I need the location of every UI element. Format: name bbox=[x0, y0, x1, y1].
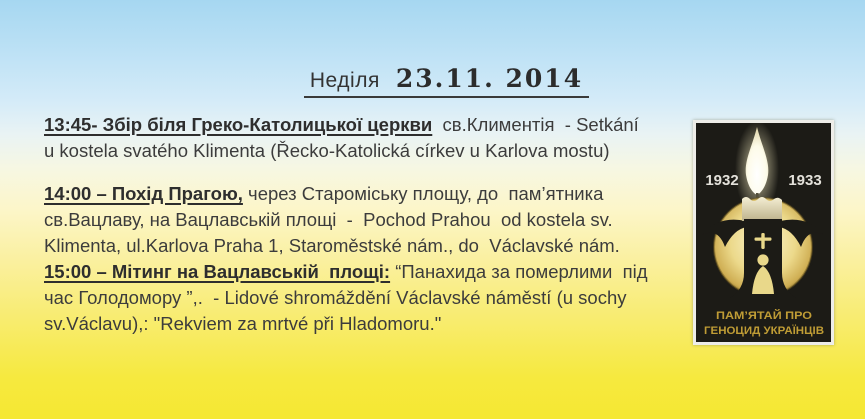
text-line bbox=[44, 259, 704, 285]
text-run: “Панахида за померлими під bbox=[390, 261, 648, 282]
event-schedule bbox=[44, 112, 704, 337]
text-run: через Староміську площу, до пам’ятника bbox=[242, 183, 604, 204]
memorial-text-line2: ГЕНОЦИД УКРАЇНЦІВ bbox=[704, 325, 819, 337]
event-date-title bbox=[0, 64, 865, 98]
text-line bbox=[44, 285, 704, 311]
weekday-label: Неділя bbox=[309, 69, 380, 92]
schedule-paragraph bbox=[44, 259, 704, 337]
year-1933-label: 1933 bbox=[788, 172, 822, 189]
text-line bbox=[44, 138, 704, 164]
text-line bbox=[44, 181, 704, 207]
holodomor-emblem-graphic bbox=[696, 123, 831, 342]
date-label: 23.11. 2014 bbox=[395, 64, 584, 93]
candle-body bbox=[742, 197, 782, 221]
text-run: св.Климентія - Setkání bbox=[432, 114, 639, 135]
text-run: 14:00 – Похід Прагою, bbox=[44, 183, 243, 204]
text-line bbox=[44, 207, 704, 233]
text-line bbox=[44, 112, 704, 138]
text-run: 13:45- Збір біля Греко-Католицької церкви bbox=[44, 114, 433, 135]
text-run: Klimenta, ul.Karlova Praha 1, Staroměstské nám., do Václavské nám. bbox=[44, 235, 620, 256]
text-line bbox=[44, 311, 704, 337]
year-1932-label: 1932 bbox=[705, 172, 739, 189]
text-run: sv.Václavu),: "Rekviem za mrtvé při Hladomoru." bbox=[44, 313, 442, 334]
event-date-underline bbox=[304, 64, 589, 98]
text-run: час Голодомору ”,. - Lidové shromáždění Václavské náměstí (u sochy bbox=[44, 287, 627, 308]
schedule-paragraph bbox=[44, 181, 704, 259]
text-run: u kostela svatého Klimenta (Řecko-Katolická církev u Karlova mostu) bbox=[44, 140, 610, 161]
text-run: 15:00 – Мітинг на Вацлавській площі: bbox=[44, 261, 391, 282]
text-line bbox=[44, 233, 704, 259]
text-run: св.Вацлаву, на Вацлавській площі - Pochod Prahou od kostela sv. bbox=[44, 209, 613, 230]
holodomor-emblem bbox=[693, 120, 834, 345]
schedule-paragraph bbox=[44, 112, 704, 164]
memorial-text-line1: ПАМ’ЯТАЙ ПРО bbox=[716, 310, 801, 322]
